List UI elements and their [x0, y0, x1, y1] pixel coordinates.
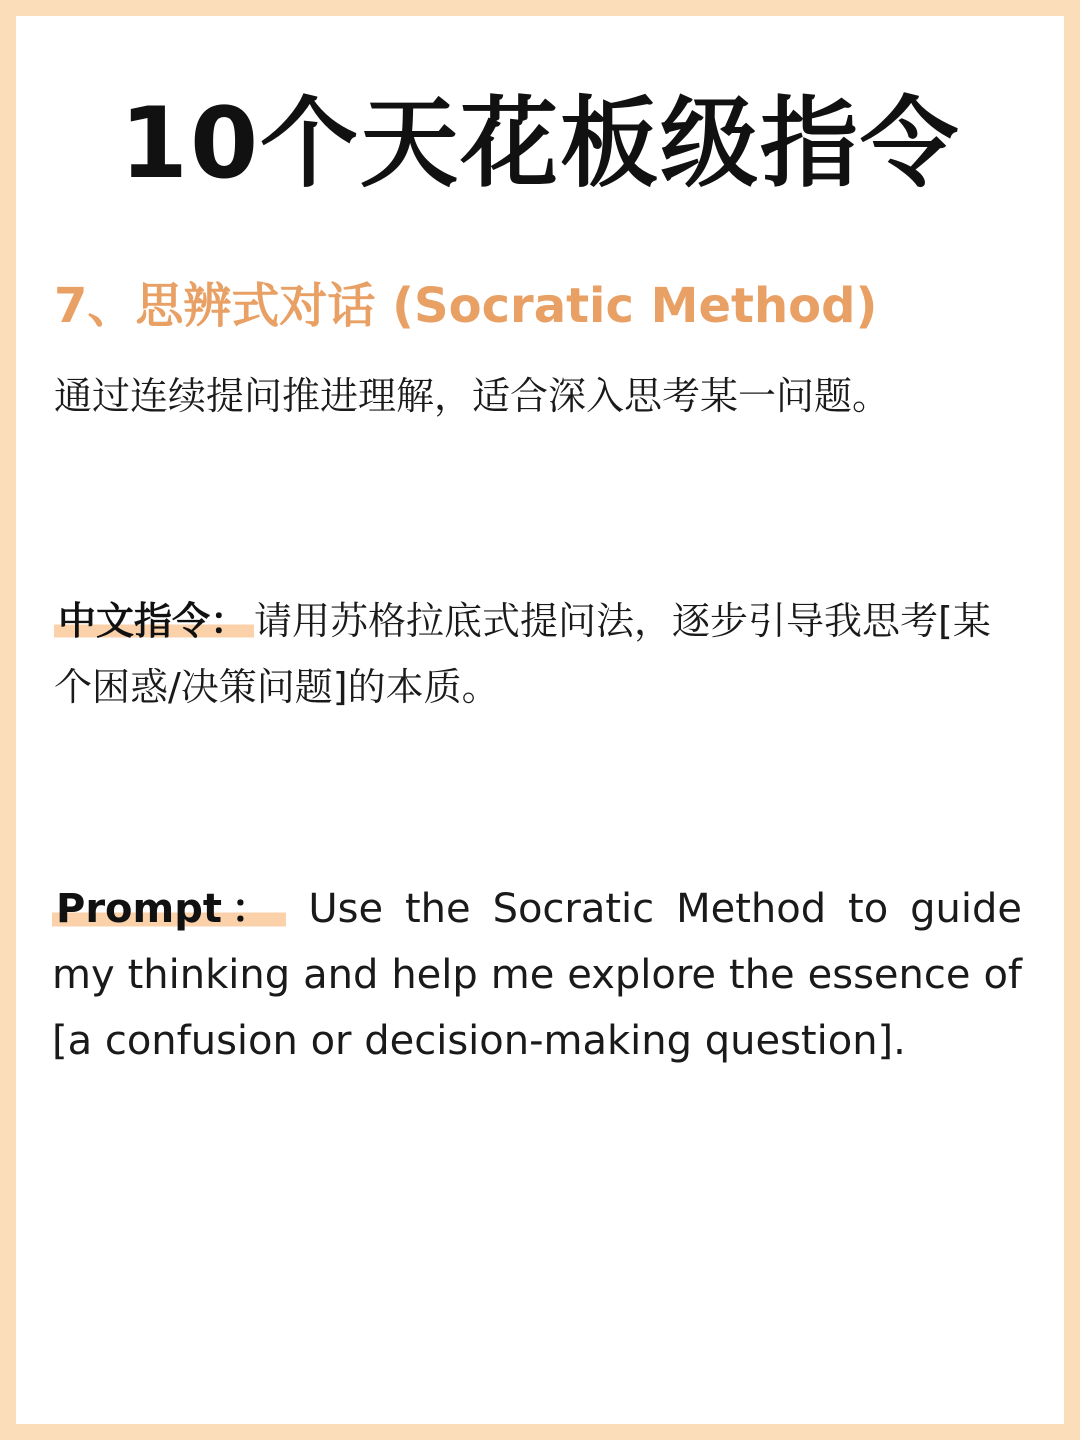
chinese-prompt-block: [54, 588, 1024, 720]
chinese-prompt-text: 请用苏格拉底式提问法，逐步引导我思考[某个困惑/决策问题]的本质。: [54, 599, 991, 709]
page-title: 10个天花板级指令: [119, 87, 961, 201]
section-heading: 7、思辨式对话 (Socratic Method): [54, 278, 878, 334]
english-prompt-label: Prompt：: [52, 886, 286, 932]
english-prompt-text: Use the Socratic Method to guide my thinking and help me explore the essence of [a confusion or decision-making question].: [52, 886, 1022, 1064]
chinese-prompt-label: 中文指令：: [54, 599, 254, 643]
content-card: [16, 16, 1064, 1424]
english-prompt-block: [52, 876, 1022, 1074]
section-description: 通过连续提问推进理解，适合深入思考某一问题。: [54, 374, 891, 418]
